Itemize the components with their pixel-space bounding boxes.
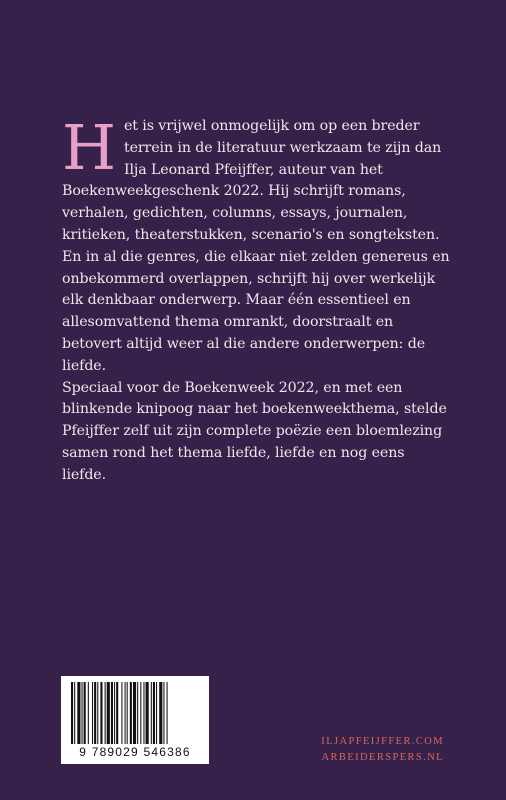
barcode-bars-icon: [69, 682, 201, 744]
drop-cap-initial: H: [62, 111, 116, 184]
barcode: [61, 676, 209, 764]
website-links: [321, 734, 444, 766]
author-website-link[interactable]: ILJAPFEIJFFER.COM: [321, 736, 444, 747]
isbn-number: 9 789029 546386: [79, 745, 191, 759]
publisher-website-link[interactable]: ARBEIDERSPERS.NL: [321, 752, 444, 763]
blurb-paragraph-2: Speciaal voor de Boekenweek 2022, en met een blinkende knipoog naar het boekenweekthema, stelde Pfeijffer zelf uit zijn complete poëzie een bloemlezing samen rond het thema liefde, liefde en nog eens liefde.: [62, 379, 447, 483]
blurb-text: [62, 111, 452, 487]
blurb-paragraph-1: [62, 111, 452, 378]
blurb-paragraph-1-text: et is vrijwel onmogelijk om op een breder terrein in de literatuur werkzaam te zijn dan Ilja Leonard Pfeijffer, auteur van het Boekenweekgeschenk 2022. Hij schrijft romans, verhalen, gedichten, columns, essays, journalen, kritieken, theaterstukken, scenario's en songteksten. En in al die genres, die elkaar niet zelden genereus en onbekommerd overlappen, schrijft hij over werkelijk elk denkbaar onderwerp. Maar één essentieel en allesomvattend thema omrankt, doorstraalt en betovert altijd weer al die andere onderwerpen: de liefde.: [62, 118, 450, 374]
